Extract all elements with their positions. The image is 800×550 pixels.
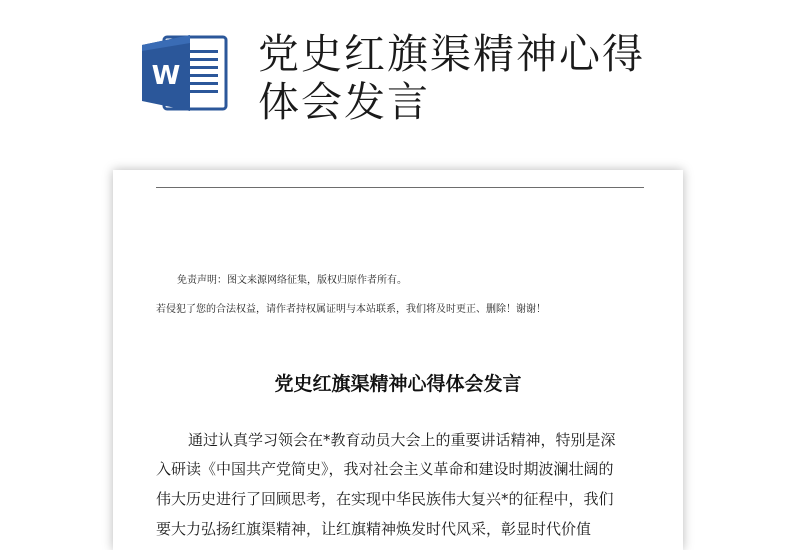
body-text-line: 入研读《中国共产党简史》，我对社会主义革命和建设时期波澜壮阔的 bbox=[156, 460, 614, 478]
body-text-line: 伟大历史进行了回顾思考，在实现中华民族伟大复兴*的征程中，我们 bbox=[156, 490, 614, 508]
document-page-preview bbox=[113, 170, 683, 550]
disclaimer-line-2: 若侵犯了您的合法权益，请作者持权属证明与本站联系，我们将及时更正、删除！谢谢！ bbox=[156, 304, 546, 315]
document-title: 党史红旗渠精神心得体会发言 bbox=[274, 373, 522, 395]
header-title-line1: 党史红旗渠精神心得 bbox=[258, 30, 645, 78]
body-text-line: 要大力弘扬红旗渠精神，让红旗精神焕发时代风采，彰显时代价值 bbox=[156, 520, 592, 538]
svg-text:W: W bbox=[151, 61, 181, 91]
word-document-icon bbox=[142, 33, 230, 113]
body-text-line: 通过认真学习领会在*教育动员大会上的重要讲话精神，特别是深 bbox=[188, 431, 616, 449]
disclaimer-line-1: 免责声明：图文来源网络征集，版权归原作者所有。 bbox=[177, 275, 407, 286]
header-title-line2: 体会发言 bbox=[258, 78, 430, 126]
page-header-rule bbox=[156, 187, 644, 188]
header-title bbox=[258, 30, 778, 126]
